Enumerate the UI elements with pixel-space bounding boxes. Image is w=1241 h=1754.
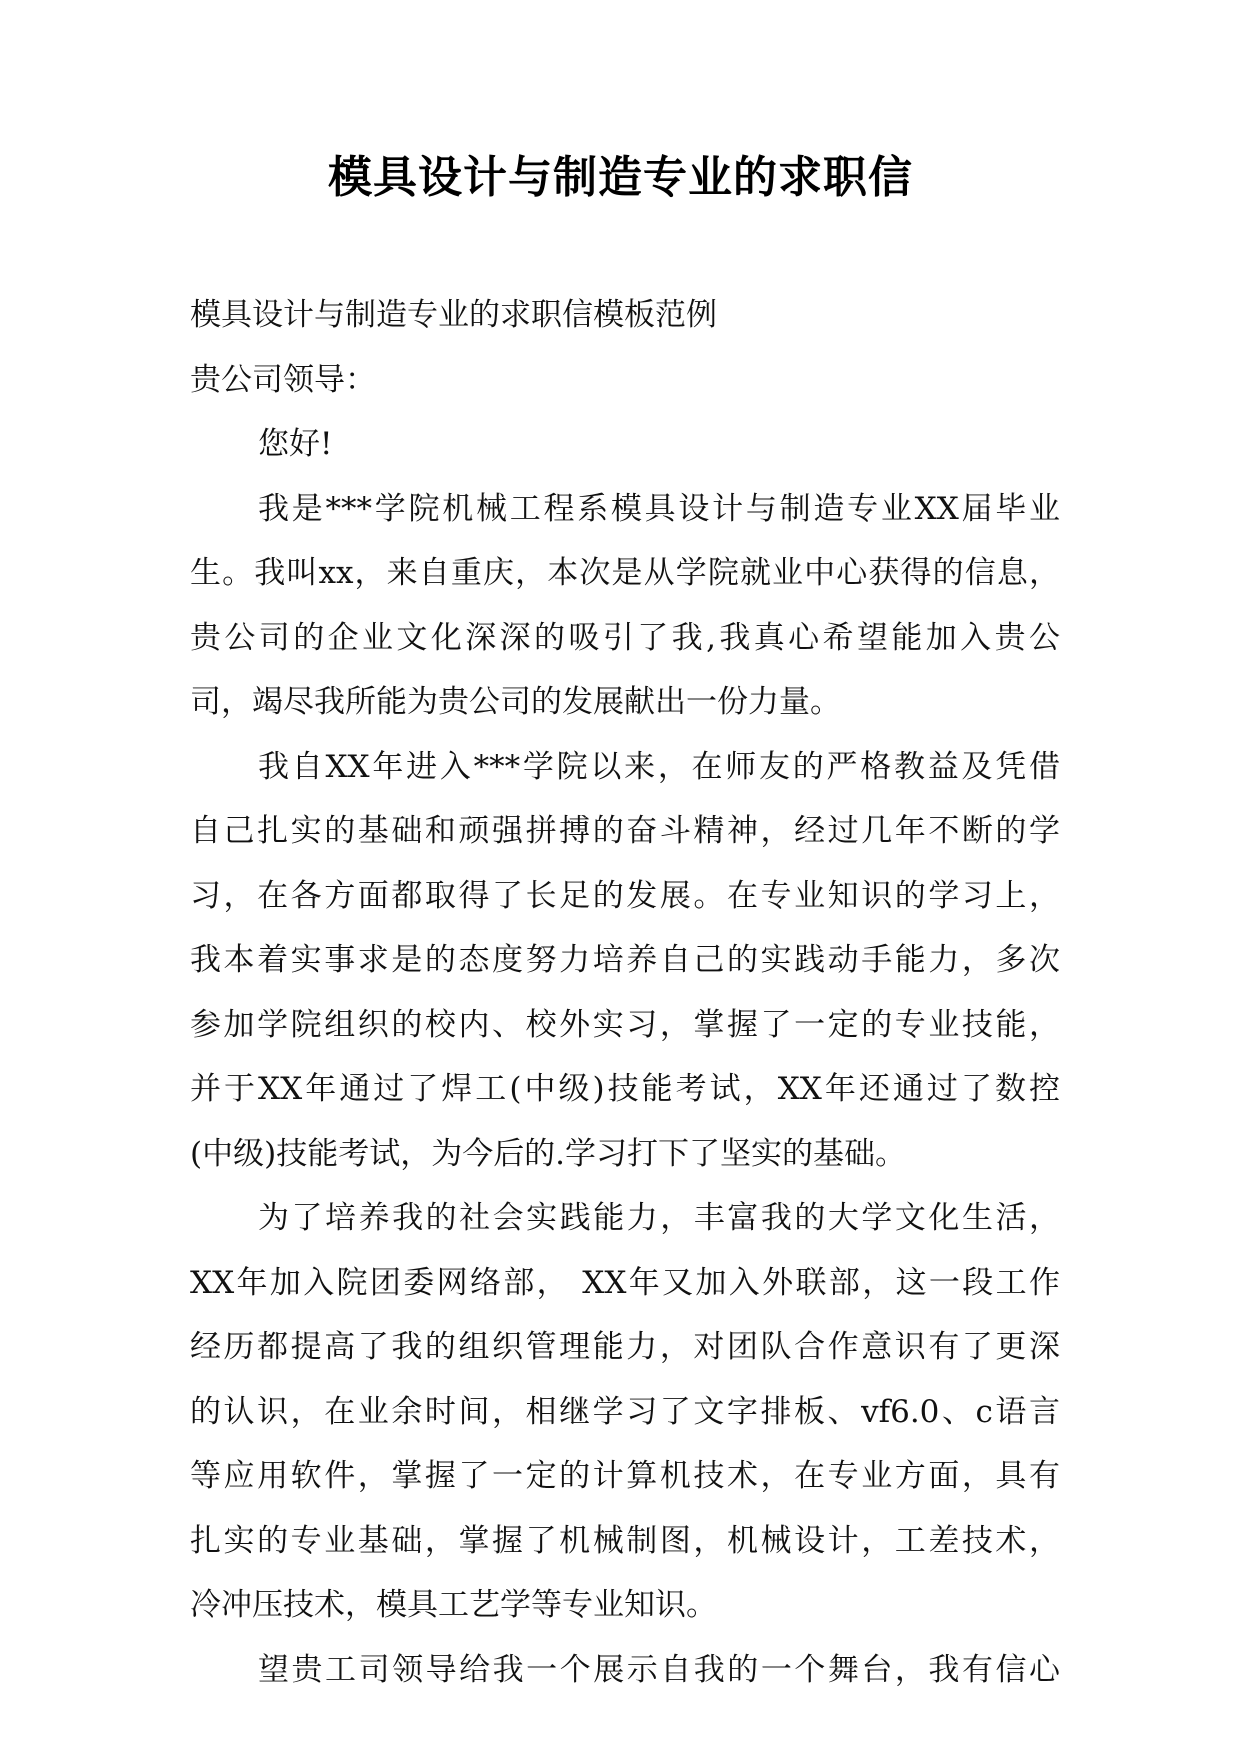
paragraph-line: 望贵工司领导给我一个展示自我的一个舞台，我有信心	[258, 1651, 1060, 1688]
paragraph-line: 生。我叫xx，来自重庆，本次是从学院就业中心获得的信息，	[190, 555, 1060, 591]
paragraph-line: 的认识，在业余时间，相继学习了文字排板、vf6.0、c语言	[190, 1393, 1060, 1430]
document-subtitle: 模具设计与制造专业的求职信模板范例	[190, 297, 717, 333]
paragraph-line: 并于XX年通过了焊工(中级)技能考试，XX年还通过了数控	[190, 1071, 1060, 1107]
document-title: 模具设计与制造专业的求职信	[328, 152, 913, 203]
paragraph-line: 参加学院组织的校内、校外实习，掌握了一定的专业技能，	[190, 1006, 1060, 1043]
paragraph-line: (中级)技能考试，为今后的.学习打下了坚实的基础。	[190, 1135, 907, 1172]
paragraph-line: 经历都提高了我的组织管理能力，对团队合作意识有了更深	[190, 1329, 1060, 1365]
document-body	[190, 283, 1060, 1702]
paragraph-line: 我自XX年进入***学院以来，在师友的严格教益及凭借	[258, 748, 1060, 785]
paragraph-line: 自己扎实的基础和顽强拼搏的奋斗精神，经过几年不断的学	[190, 813, 1060, 849]
paragraph-line: 等应用软件，掌握了一定的计算机技术，在专业方面，具有	[190, 1458, 1060, 1494]
paragraph-line: 贵公司的企业文化深深的吸引了我,我真心希望能加入贵公	[190, 619, 1060, 656]
paragraph-line: 司，竭尽我所能为贵公司的发展献出一份力量。	[190, 684, 841, 720]
greeting: 您好!	[258, 426, 333, 462]
paragraph-line: 扎实的专业基础，掌握了机械制图，机械设计，工差技术，	[190, 1522, 1060, 1559]
salutation: 贵公司领导：	[190, 361, 376, 398]
paragraph-line: XX年加入院团委网络部， XX年又加入外联部，这一段工作	[190, 1264, 1060, 1301]
paragraph-line: 我本着实事求是的态度努力培养自己的实践动手能力，多次	[190, 942, 1060, 978]
paragraph-line: 我是***学院机械工程系模具设计与制造专业XX届毕业	[258, 490, 1060, 527]
paragraph-line: 为了培养我的社会实践能力，丰富我的大学文化生活，	[258, 1200, 1060, 1236]
paragraph-line: 习，在各方面都取得了长足的发展。在专业知识的学习上，	[190, 877, 1060, 914]
paragraph-line: 冷冲压技术，模具工艺学等专业知识。	[190, 1587, 717, 1623]
